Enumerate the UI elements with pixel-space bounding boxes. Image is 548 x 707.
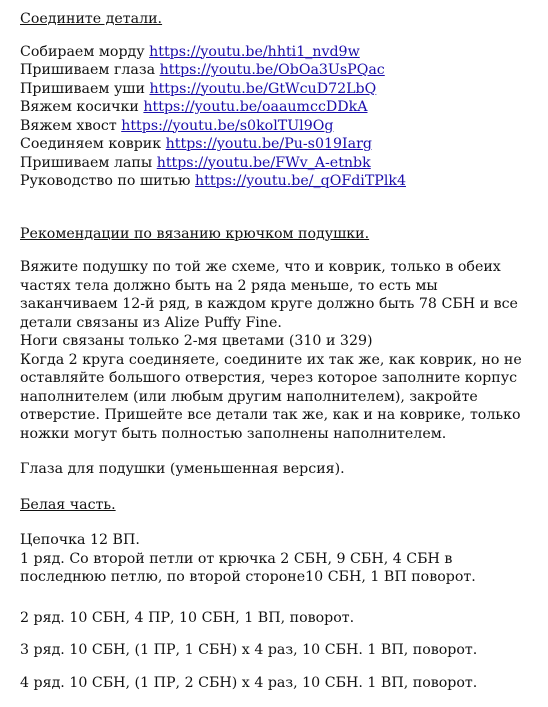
document-page — [20, 10, 535, 707]
link-row — [20, 117, 535, 136]
paragraph-line: оставляйте большого отверстия, через которое заполните корпус — [20, 370, 518, 386]
video-link[interactable]: https://youtu.be/ObOa3UsPQac — [159, 62, 385, 78]
link-label: Руководство по шитью — [20, 173, 191, 189]
link-row — [20, 154, 535, 173]
chain-instruction-block — [20, 531, 535, 587]
link-label: Пришиваем глаза — [20, 62, 156, 78]
paragraph-line: детали связаны из Alize Puffy Fine. — [20, 314, 282, 331]
paragraph-line: заканчиваем 12-й ряд, в каждом круге должно быть 78 СБН и все — [20, 296, 518, 312]
video-link[interactable]: https://youtu.be/oaaumccDDkA — [143, 99, 368, 115]
link-row — [20, 98, 535, 117]
link-row — [20, 135, 535, 154]
paragraph-line: частях тела должно быть на 2 ряда меньше, то есть мы — [20, 277, 438, 294]
link-label: Вяжем хвост — [20, 117, 117, 134]
section-title-pillow-recommendations: Рекомендации по вязанию крючком подушки. — [20, 225, 370, 242]
row1-line: 1 ряд. Со второй петли от крючка 2 СБН, 9 СБН, 4 СБН в — [20, 550, 453, 567]
section-title-white-part: Белая часть. — [20, 496, 116, 513]
paragraph-line: наполнителем (или любым другим наполнителем), закройте — [20, 388, 478, 405]
video-link[interactable]: https://youtu.be/s0kolTUl9Og — [121, 117, 334, 134]
pillow-instructions-paragraph — [20, 258, 535, 443]
paragraph-line: Ноги связаны только 2-мя цветами (310 и 329) — [20, 333, 373, 349]
link-label: Пришиваем уши — [20, 80, 145, 97]
chain-line: Цепочка 12 ВП. — [20, 532, 140, 548]
row2-instruction: 2 ряд. 10 СБН, 4 ПР, 10 СБН, 1 ВП, поворот. — [20, 609, 355, 626]
link-row — [20, 80, 535, 99]
paragraph-line: ножки могут быть полностью заполнены наполнителем. — [20, 425, 447, 442]
eyes-note: Глаза для подушки (уменьшенная версия). — [20, 461, 345, 477]
link-label: Пришиваем лапы — [20, 154, 153, 171]
link-label: Вяжем косички — [20, 99, 139, 115]
link-label: Соединяем коврик — [20, 136, 166, 152]
video-link[interactable]: https://youtu.be/GtWcuD72LbQ — [149, 80, 377, 97]
link-row — [20, 61, 535, 80]
paragraph-line: Вяжите подушку по той же схеме, что и коврик, только в обеих — [20, 259, 501, 275]
video-link[interactable]: https://youtu.be/Pu-s019Iarg — [165, 136, 372, 152]
link-row — [20, 172, 535, 191]
row3-instruction: 3 ряд. 10 СБН, (1 ПР, 1 СБН) х 4 раз, 10 СБН. 1 ВП, поворот. — [20, 642, 478, 659]
section-title-assemble: Соедините детали. — [20, 11, 163, 27]
paragraph-line: отверстие. Пришейте все детали так же, как и на коврике, только — [20, 407, 521, 423]
video-link[interactable]: https://youtu.be/_qOFdiTPlk4 — [195, 173, 406, 189]
link-label: Собираем морду — [20, 43, 145, 60]
video-link[interactable]: https://youtu.be/hhti1_nvd9w — [149, 43, 360, 60]
paragraph-line: Когда 2 круга соединяете, соедините их так же, как коврик, но не — [20, 351, 522, 368]
link-row — [20, 43, 535, 62]
video-link[interactable]: https://youtu.be/FWv_A-etnbk — [156, 154, 371, 171]
row1-line: последнюю петлю, по второй стороне10 СБН, 1 ВП поворот. — [20, 569, 476, 585]
video-link-list — [20, 43, 535, 191]
row4-instruction: 4 ряд. 10 СБН, (1 ПР, 2 СБН) х 4 раз, 10 СБН. 1 ВП, поворот. — [20, 674, 478, 691]
